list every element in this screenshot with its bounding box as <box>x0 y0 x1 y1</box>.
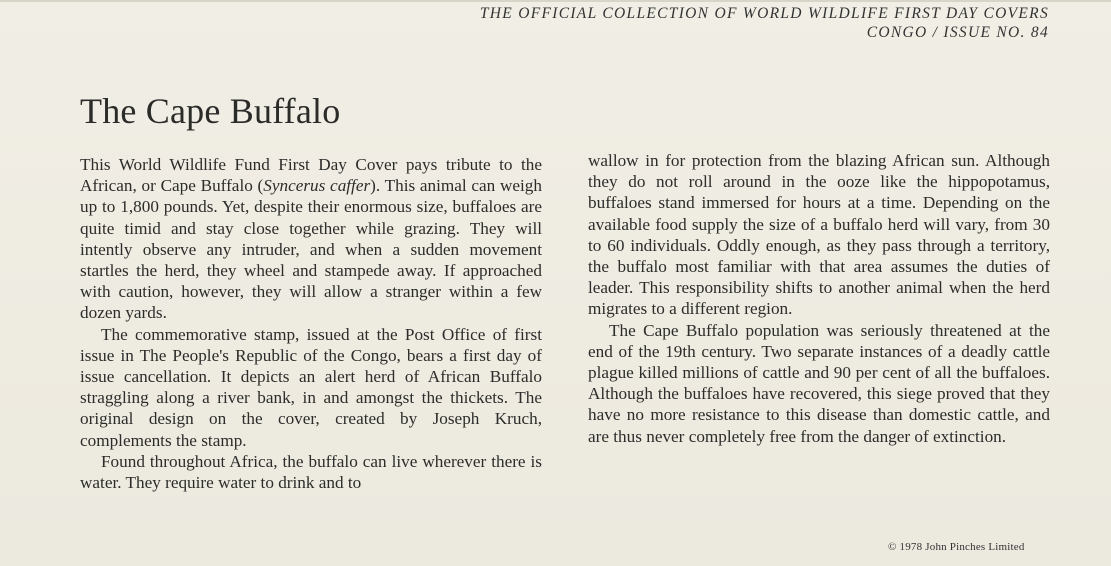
page-edge <box>0 0 1111 2</box>
paragraph-4: The Cape Buffalo population was seriously threatened at the end of the 19th century. Two separate instances of a deadly cattle plague killed millions of cattle and 90 per cent of all the buffaloes. Although the buffaloes have recovered, this siege proved that they have no more resistance to this disease than domestic cattle, and are thus never completely free from the danger of extinction. <box>588 320 1050 446</box>
copyright-notice: © 1978 John Pinches Limited <box>888 541 1025 553</box>
paragraph-2: The commemorative stamp, issued at the Post Office of first issue in The People's Republic of the Congo, bears a first day of issue cancellation. It depicts an alert herd of African Buffalo straggling along a river bank, in and amongst the thickets. The original design on the cover, created by Joseph Kruch, complements the stamp. <box>80 324 542 450</box>
right-column <box>588 150 1050 447</box>
paragraph-3-continued: wallow in for protection from the blazing African sun. Although they do not roll around in the ooze like the hippopotamus, buffaloes stand immersed for hours at a time. Depending on the available food supply the size of a buffalo herd will vary, from 30 to 60 individuals. Oddly enough, as they pass through a territory, the buffalo most familiar with that area assumes the duties of leader. This responsibility shifts to another animal when the herd migrates to a different region. <box>588 151 1050 319</box>
header-line-2: CONGO / ISSUE NO. 84 <box>866 24 1049 41</box>
collection-header <box>480 4 1049 42</box>
paragraph-3: Found throughout Africa, the buffalo can live wherever there is water. They require water to drink and to <box>80 451 542 493</box>
species-name: Syncerus caffer <box>263 176 371 196</box>
paragraph-1 <box>80 154 542 324</box>
paragraph-1-text-b: ). This animal can weigh up to 1,800 pounds. Yet, despite their enormous size, buffaloes are quite timid and stay close together while grazing. They will intently observe any intruder, and when a sudden movement startles the herd, they wheel and stampede away. If approached with caution, however, they will allow a stranger within a few dozen yards. <box>80 176 542 323</box>
article-title: The Cape Buffalo <box>80 91 341 131</box>
header-line-1: THE OFFICIAL COLLECTION OF WORLD WILDLIFE FIRST DAY COVERS <box>479 5 1049 22</box>
paragraph-1-text-a: This World Wildlife Fund First Day Cover pays tribute to the African, or Cape Buffalo ( <box>80 155 542 196</box>
left-column <box>80 154 542 493</box>
